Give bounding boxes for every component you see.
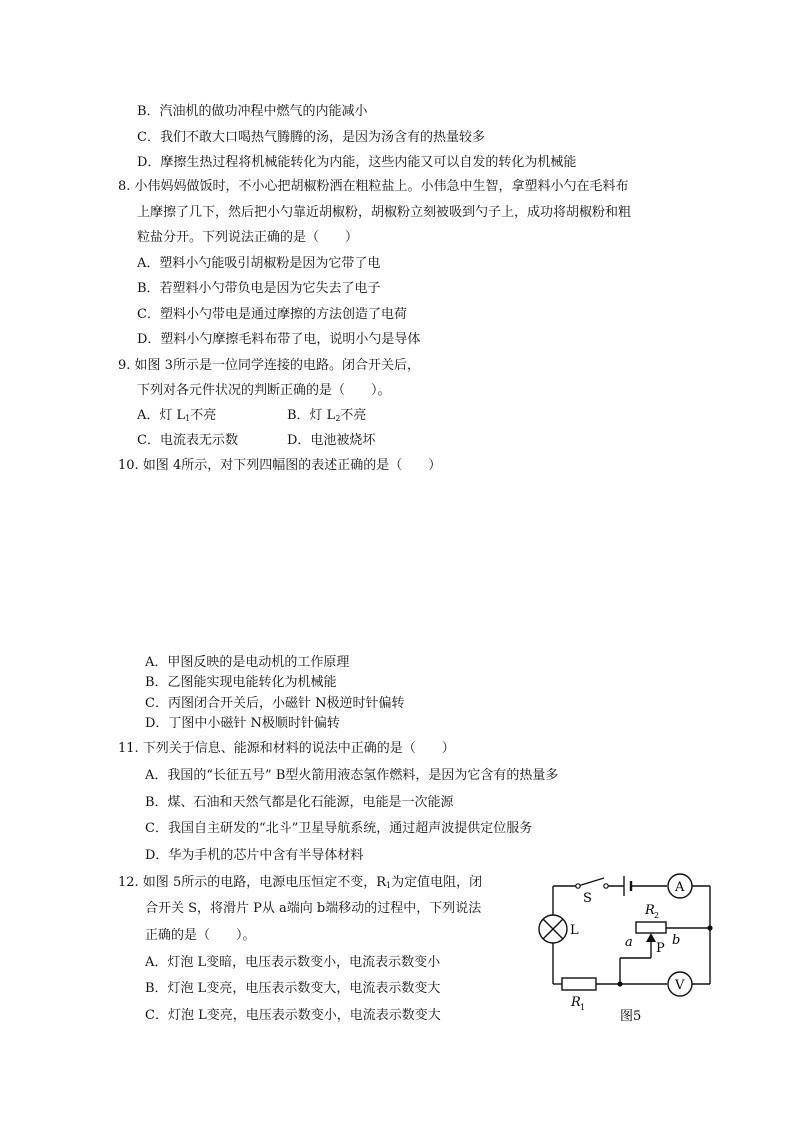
slider-arrow-icon [646, 933, 656, 942]
q11-stem: 11. 下列关于信息、能源和材料的说法中正确的是（ ） [118, 741, 455, 756]
switch-blade [578, 878, 604, 886]
rheostat-r2-body [636, 922, 666, 933]
q8-stem-line1: 8. 小伟妈妈做饭时，不小心把胡椒粉洒在粗粒盐上。小伟急中生智，拿塑料小勺在毛料布 [118, 179, 629, 194]
figure-caption: 图5 [620, 1009, 642, 1024]
resistor-label: R [571, 995, 581, 1010]
rheostat-end-b-label: b [672, 933, 681, 948]
switch-contact-left [576, 884, 580, 888]
switch-label: S [583, 891, 592, 906]
q11-option-a: A．我国的“长征五号” B型火箭用液态氢作燃料，是因为它含有的热量多 [145, 768, 559, 783]
slider-label: P [656, 941, 665, 956]
q7-option-d: D．摩擦生热过程将机械能转化为内能，这些内能又可以自发的转化为机械能 [137, 155, 577, 170]
rheostat-label-subscript: 2 [654, 911, 660, 920]
switch-contact-right [604, 884, 608, 888]
q12-option-c: C．灯泡 L变亮，电压表示数变小，电流表示数变大 [145, 1008, 441, 1023]
q12-option-b: B．灯泡 L变亮，电压表示数变大，电流表示数变大 [145, 981, 441, 996]
q12-stem-line3: 正确的是（ ）。 [145, 928, 256, 943]
q9-option-a: A．灯 $L_1$不亮 [137, 408, 217, 423]
q9-option-d: D．电池被烧坏 [287, 433, 376, 448]
q10-option-b: B．乙图能实现电能转化为机械能 [145, 675, 337, 690]
q8-option-a: A．塑料小勺能吸引胡椒粉是因为它带了电 [137, 256, 381, 271]
q9-option-c: C．电流表无示数 [137, 433, 238, 448]
q10-option-c: C．丙图闭合开关后，小磁针 N极逆时针偏转 [145, 696, 405, 711]
q12-stem-line1: 12. 如图 5所示的电路，电源电压恒定不变，$R_1$为定值电阻，闭 [118, 875, 483, 890]
q7-option-b: B．汽油机的做功冲程中燃气的内能减小 [137, 104, 368, 119]
q8-option-d: D．塑料小勺摩擦毛料布带了电，说明小勺是导体 [137, 332, 421, 347]
junction-dot-right [707, 925, 712, 930]
q10-stem: 10. 如图 4所示，对下列四幅图的表述正确的是（ ） [118, 458, 442, 473]
ammeter-label: A [675, 880, 685, 895]
q12-option-a: A．灯泡 L变暗，电压表示数变小，电流表示数变小 [145, 955, 441, 970]
q9-stem-line1: 9. 如图 3所示是一位同学连接的电路。闭合开关后， [118, 358, 420, 373]
q11-option-c: C．我国自主研发的“北斗”卫星导航系统，通过超声波提供定位服务 [145, 821, 533, 836]
circuit-diagram-figure-5 [530, 868, 730, 1028]
voltmeter-label: V [675, 978, 685, 993]
lamp-label: L [570, 923, 579, 938]
q8-option-c: C．塑料小勺带电是通过摩擦的方法创造了电荷 [137, 307, 407, 322]
q8-stem-line3: 粒盐分开。下列说法正确的是（ ） [137, 230, 359, 245]
resistor-label-subscript: 1 [580, 1003, 586, 1012]
q11-option-d: D．华为手机的芯片中含有半导体材料 [145, 848, 364, 863]
rheostat-label: R [645, 903, 655, 918]
junction-dot-bottom [617, 981, 622, 986]
q9-option-b: B．灯 $L_2$不亮 [287, 408, 367, 423]
q10-option-a: A．甲图反映的是电动机的工作原理 [145, 655, 350, 670]
q11-option-b: B．煤、石油和天然气都是化石能源，电能是一次能源 [145, 795, 454, 810]
resistor-r1-body [562, 978, 596, 990]
q8-option-b: B．若塑料小勺带负电是因为它失去了电子 [137, 281, 381, 296]
q9-stem-line2: 下列对各元件状况的判断正确的是（ ）。 [137, 383, 391, 398]
q10-option-d: D．丁图中小磁针 N极顺时针偏转 [145, 716, 340, 731]
q12-stem-line2: 合开关 S，将滑片 P从 a端向 b端移动的过程中，下列说法 [145, 901, 482, 916]
q8-stem-line2: 上摩擦了几下，然后把小勺靠近胡椒粉，胡椒粉立刻被吸到勺子上，成功将胡椒粉和粗 [137, 205, 632, 220]
rheostat-end-a-label: a [625, 935, 633, 950]
q7-option-c: C．我们不敢大口喝热气腾腾的汤，是因为汤含有的热量较多 [137, 130, 485, 145]
